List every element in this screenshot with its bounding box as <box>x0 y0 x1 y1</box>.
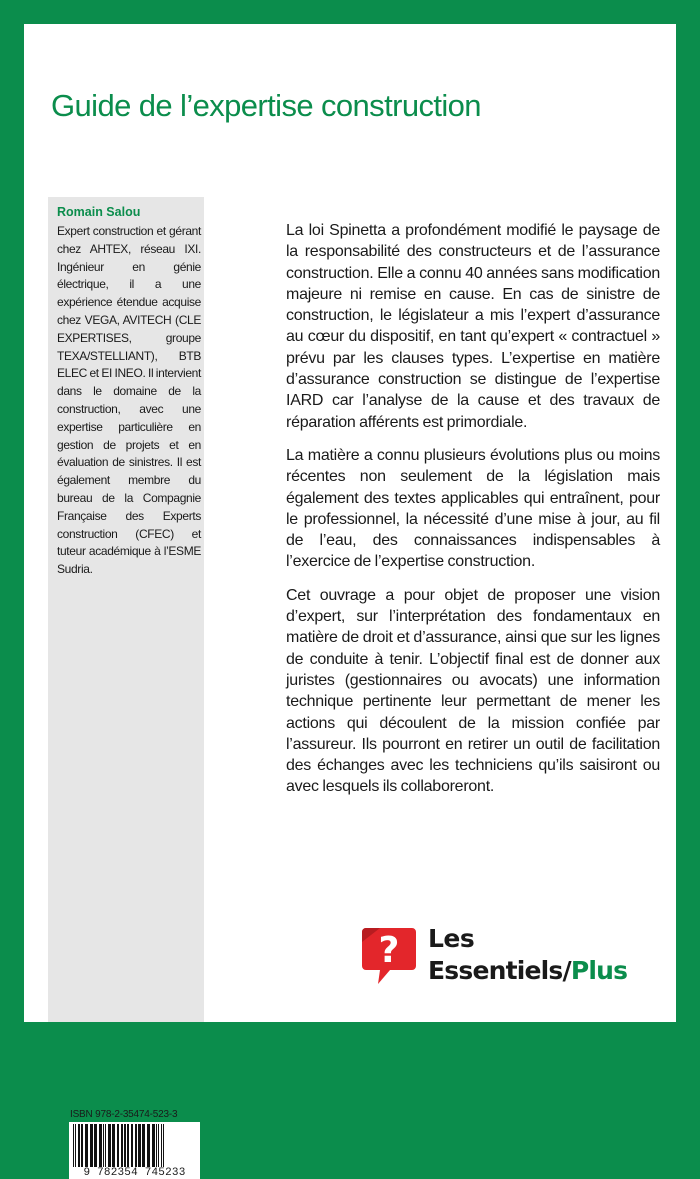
question-bubble-icon <box>360 922 418 986</box>
barcode-bar <box>124 1124 126 1170</box>
author-sidebar <box>48 197 204 1179</box>
logo-text-line1: Les <box>428 924 475 953</box>
barcode-bar <box>103 1124 104 1170</box>
book-description <box>286 220 660 810</box>
barcode-bar <box>121 1124 123 1170</box>
barcode-bar <box>85 1124 88 1170</box>
barcode-bar <box>152 1124 155 1170</box>
barcode-bar <box>78 1124 80 1170</box>
barcode-bar <box>163 1124 164 1170</box>
barcode-bar <box>156 1124 157 1170</box>
back-cover <box>24 24 676 1179</box>
description-paragraph-2: La matière a connu plusieurs évolutions plus ou moins récentes non seulement de la législation mais également des textes applicables qui entraînent, pour le professionnel, la nécessité d’une mise à jour, au fil de l’eau, des connaissances indispensables à l’exercice de l’expertise construction. <box>286 446 660 571</box>
logo-text-slash: / <box>562 956 571 985</box>
book-title: Guide de l’expertise construction <box>51 88 481 123</box>
barcode-bar <box>161 1124 162 1170</box>
barcode-bar <box>94 1124 97 1170</box>
barcode-bar <box>81 1124 83 1170</box>
barcode-bar <box>147 1124 150 1170</box>
isbn-label: ISBN 978-2-35474-523-3 <box>70 1109 178 1120</box>
barcode-bar <box>75 1124 76 1170</box>
description-paragraph-3: Cet ouvrage a pour objet de proposer une vision d’expert, sur l’interprétation des fondamentaux en matière de droit et d’assurance, ainsi que sur les lignes de conduite à tenir. L’objectif final est de donner aux juristes (gestionnaires ou avocats) une information technique pertinente leur permettant de mener les actions qui découlent de la mission confiée par l’assureur. Ils pourront en retirer un outil de facilitation des échanges avec les techniciens qu’ils saisiront ou avec lesquels ils collaboreront. <box>286 586 660 796</box>
barcode-bar <box>108 1124 111 1170</box>
description-paragraph-1: La loi Spinetta a profondément modifié le paysage de la responsabilité des constructeurs et de l’assurance construction. Elle a connu 40 années sans modification majeure ni remise en cause. En cas de sinistre de construction, le législateur a mis l’expert d’assurance au cœur du dispositif, en tant qu’expert « contractuel » prévu par les clauses types. L’expertise en matière d’assurance construction se distingue de l’expertise IARD car l’analyse de la cause et des travaux de réparation afférents est primordiale. <box>286 222 660 431</box>
barcode-bar <box>135 1124 137 1170</box>
logo-text-line2 <box>428 956 627 985</box>
barcode-bar <box>112 1124 115 1170</box>
barcode-bar <box>131 1124 133 1170</box>
logo-text-plus: Plus <box>570 956 628 985</box>
barcode-digits: 9 782354 745233 <box>69 1167 200 1179</box>
barcode-bar <box>105 1124 106 1170</box>
logo-question-mark: ? <box>378 930 400 971</box>
barcode-bar <box>127 1124 129 1170</box>
author-name: Romain Salou <box>57 205 141 219</box>
barcode-bar <box>142 1124 145 1170</box>
barcode-bar <box>117 1124 119 1170</box>
logo-text-essentiels: Essentiels <box>428 956 563 985</box>
series-logo <box>360 922 650 1002</box>
barcode-bar <box>158 1124 159 1170</box>
barcode-bar <box>73 1124 74 1170</box>
barcode-bar <box>138 1124 141 1170</box>
barcode-bar <box>99 1124 102 1170</box>
barcode-bar <box>90 1124 93 1170</box>
author-bio: Expert construction et gérant chez AHTEX, réseau IXI. Ingénieur en génie électrique, il a une expérience étendue acquise chez VEGA, AVITECH (CLE EXPERTISES, groupe TEXA/STELLIANT), BTB ELEC et EI INEO. Il intervient dans le domaine de la construction, avec une expertise particulière en gestion de projets et en évaluation de sinistres. Il est également membre du bureau de la Compagnie Française des Experts construction (CFEC) et tuteur académique à l’ESME Sudria. <box>57 224 201 577</box>
